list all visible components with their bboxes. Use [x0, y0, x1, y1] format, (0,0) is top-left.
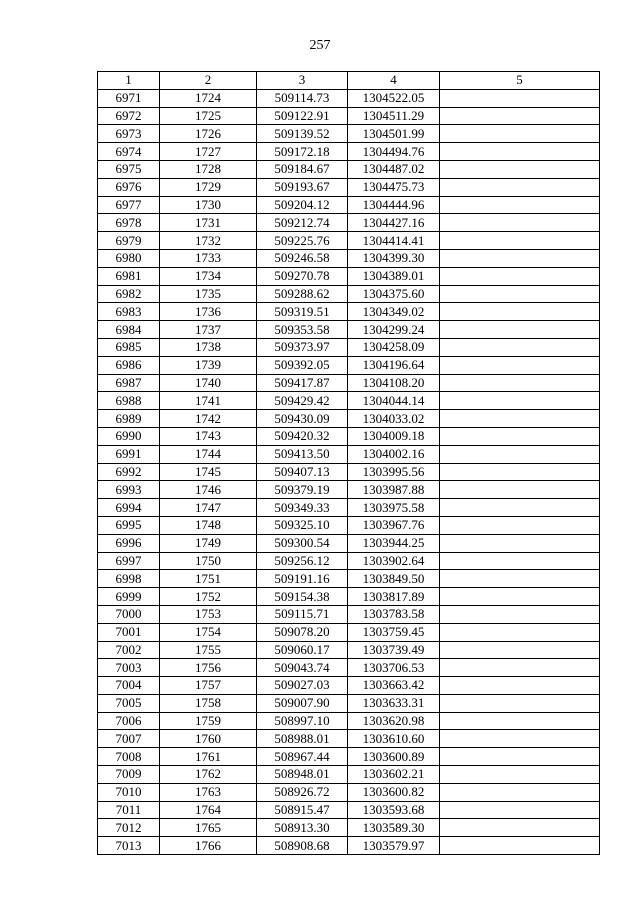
- table-cell: 509172.18: [257, 143, 348, 161]
- table-cell: 1304258.09: [348, 338, 440, 356]
- table-cell: [440, 427, 600, 445]
- table-cell: 6978: [98, 214, 160, 232]
- table-cell: 6987: [98, 374, 160, 392]
- table-cell: 508913.30: [257, 819, 348, 837]
- table-cell: 6986: [98, 356, 160, 374]
- table-cell: [440, 819, 600, 837]
- table-cell: 6990: [98, 427, 160, 445]
- table-cell: 1303602.21: [348, 766, 440, 784]
- table-cell: 509430.09: [257, 410, 348, 428]
- table-cell: 6995: [98, 516, 160, 534]
- table-cell: 1742: [160, 410, 257, 428]
- table-cell: 509373.97: [257, 338, 348, 356]
- table-cell: 7007: [98, 730, 160, 748]
- page-number: 257: [309, 38, 331, 53]
- table-row: [98, 214, 600, 232]
- table-cell: 509417.87: [257, 374, 348, 392]
- table-cell: [440, 214, 600, 232]
- table-cell: 509288.62: [257, 285, 348, 303]
- table-cell: 509114.73: [257, 89, 348, 107]
- table-cell: 1734: [160, 267, 257, 285]
- table-cell: [440, 267, 600, 285]
- table-cell: 6993: [98, 481, 160, 499]
- table-cell: 1304108.20: [348, 374, 440, 392]
- table-cell: 509429.42: [257, 392, 348, 410]
- table-row: [98, 427, 600, 445]
- table-cell: 1303593.68: [348, 801, 440, 819]
- table-row: [98, 285, 600, 303]
- table-cell: 509325.10: [257, 516, 348, 534]
- table-cell: 508948.01: [257, 766, 348, 784]
- table-cell: [440, 499, 600, 517]
- table-cell: 509184.67: [257, 160, 348, 178]
- table-cell: [440, 143, 600, 161]
- table-cell: 509139.52: [257, 125, 348, 143]
- table-row: [98, 837, 600, 855]
- table-cell: 1732: [160, 232, 257, 250]
- table-cell: 6974: [98, 143, 160, 161]
- table-cell: [440, 588, 600, 606]
- table-cell: [440, 107, 600, 125]
- table-row: [98, 445, 600, 463]
- table-row: [98, 641, 600, 659]
- table-cell: 1304196.64: [348, 356, 440, 374]
- table-cell: 1304475.73: [348, 178, 440, 196]
- table-cell: 1304501.99: [348, 125, 440, 143]
- table-cell: 1765: [160, 819, 257, 837]
- table-cell: 1304427.16: [348, 214, 440, 232]
- table-cell: 509115.71: [257, 605, 348, 623]
- table-cell: 6983: [98, 303, 160, 321]
- table-row: [98, 605, 600, 623]
- table-cell: 509007.90: [257, 694, 348, 712]
- table-row: [98, 392, 600, 410]
- table-cell: [440, 801, 600, 819]
- table-cell: [440, 677, 600, 695]
- table-row: [98, 303, 600, 321]
- table-row: [98, 89, 600, 107]
- table-cell: 1753: [160, 605, 257, 623]
- table-cell: 6997: [98, 552, 160, 570]
- table-cell: 1730: [160, 196, 257, 214]
- table-cell: 508997.10: [257, 712, 348, 730]
- table-cell: 6998: [98, 570, 160, 588]
- table-row: [98, 463, 600, 481]
- table-cell: 509043.74: [257, 659, 348, 677]
- table-cell: 509122.91: [257, 107, 348, 125]
- table-cell: 1729: [160, 178, 257, 196]
- table-cell: 1736: [160, 303, 257, 321]
- table-cell: 6977: [98, 196, 160, 214]
- table-cell: 1741: [160, 392, 257, 410]
- table-row: [98, 143, 600, 161]
- table-row: [98, 552, 600, 570]
- table-row: [98, 267, 600, 285]
- table-cell: 7013: [98, 837, 160, 855]
- table-cell: 1304414.41: [348, 232, 440, 250]
- table-row: [98, 694, 600, 712]
- table-cell: 6982: [98, 285, 160, 303]
- table-row: [98, 588, 600, 606]
- table-cell: [440, 766, 600, 784]
- table-cell: [440, 392, 600, 410]
- table-cell: [440, 374, 600, 392]
- table-cell: 1303987.88: [348, 481, 440, 499]
- table-cell: 1751: [160, 570, 257, 588]
- table-cell: 509027.03: [257, 677, 348, 695]
- table-cell: 1304002.16: [348, 445, 440, 463]
- table-row: [98, 374, 600, 392]
- table-cell: 1737: [160, 321, 257, 339]
- table-cell: 1303589.30: [348, 819, 440, 837]
- table-cell: 1759: [160, 712, 257, 730]
- table-cell: 1766: [160, 837, 257, 855]
- table-cell: 1749: [160, 534, 257, 552]
- table-cell: 509392.05: [257, 356, 348, 374]
- table-cell: 7000: [98, 605, 160, 623]
- table-cell: [440, 641, 600, 659]
- table-cell: 6988: [98, 392, 160, 410]
- table-row: [98, 410, 600, 428]
- table-cell: 1303620.98: [348, 712, 440, 730]
- table-cell: 7010: [98, 783, 160, 801]
- table-row: [98, 321, 600, 339]
- table-cell: 1303739.49: [348, 641, 440, 659]
- table-cell: 509270.78: [257, 267, 348, 285]
- table-cell: 7008: [98, 748, 160, 766]
- table-cell: [440, 516, 600, 534]
- table-cell: [440, 694, 600, 712]
- table-cell: [440, 552, 600, 570]
- table-cell: 1304299.24: [348, 321, 440, 339]
- table-cell: [440, 712, 600, 730]
- table-cell: 7011: [98, 801, 160, 819]
- table-cell: 6973: [98, 125, 160, 143]
- table-cell: 6992: [98, 463, 160, 481]
- table-cell: 6989: [98, 410, 160, 428]
- table-cell: 1304009.18: [348, 427, 440, 445]
- table-cell: 509319.51: [257, 303, 348, 321]
- table-cell: 1739: [160, 356, 257, 374]
- table-row: [98, 783, 600, 801]
- table-cell: 6971: [98, 89, 160, 107]
- table-cell: 1303610.60: [348, 730, 440, 748]
- column-header: 2: [160, 72, 257, 90]
- table-cell: [440, 89, 600, 107]
- table-cell: [440, 570, 600, 588]
- table-row: [98, 232, 600, 250]
- table-cell: 1752: [160, 588, 257, 606]
- table-cell: 509060.17: [257, 641, 348, 659]
- table-cell: 1303944.25: [348, 534, 440, 552]
- table-cell: 6976: [98, 178, 160, 196]
- table-cell: 1724: [160, 89, 257, 107]
- table-cell: 508915.47: [257, 801, 348, 819]
- table-cell: [440, 463, 600, 481]
- table-row: [98, 712, 600, 730]
- table-cell: [440, 160, 600, 178]
- table-row: [98, 534, 600, 552]
- table-cell: 1304044.14: [348, 392, 440, 410]
- table-cell: 1303706.53: [348, 659, 440, 677]
- table-cell: 7006: [98, 712, 160, 730]
- table-cell: 1763: [160, 783, 257, 801]
- table-cell: 1740: [160, 374, 257, 392]
- table-cell: [440, 178, 600, 196]
- column-header: 3: [257, 72, 348, 90]
- table-cell: 1303579.97: [348, 837, 440, 855]
- column-header: 5: [440, 72, 600, 90]
- table-cell: 1747: [160, 499, 257, 517]
- table-cell: 1735: [160, 285, 257, 303]
- table-cell: 1304494.76: [348, 143, 440, 161]
- table-cell: 1304522.05: [348, 89, 440, 107]
- table-cell: [440, 285, 600, 303]
- table-cell: [440, 837, 600, 855]
- table-cell: [440, 232, 600, 250]
- table-cell: [440, 196, 600, 214]
- table-cell: 509246.58: [257, 249, 348, 267]
- table-cell: 6975: [98, 160, 160, 178]
- table-cell: 1748: [160, 516, 257, 534]
- table-cell: 7004: [98, 677, 160, 695]
- table-cell: 509349.33: [257, 499, 348, 517]
- table-cell: 1726: [160, 125, 257, 143]
- table-cell: 1725: [160, 107, 257, 125]
- table-row: [98, 338, 600, 356]
- table-row: [98, 677, 600, 695]
- table-cell: 509191.16: [257, 570, 348, 588]
- table-cell: [440, 730, 600, 748]
- table-cell: 509256.12: [257, 552, 348, 570]
- table-cell: 1303902.64: [348, 552, 440, 570]
- table-cell: 1303817.89: [348, 588, 440, 606]
- table-cell: 7003: [98, 659, 160, 677]
- coordinates-table: [97, 71, 600, 855]
- table-cell: 509413.50: [257, 445, 348, 463]
- table-cell: 1304399.30: [348, 249, 440, 267]
- table-cell: 509420.32: [257, 427, 348, 445]
- table-cell: [440, 338, 600, 356]
- table-cell: 1750: [160, 552, 257, 570]
- table-cell: 1303759.45: [348, 623, 440, 641]
- table-cell: 1304487.02: [348, 160, 440, 178]
- table-cell: 1731: [160, 214, 257, 232]
- table-cell: 508988.01: [257, 730, 348, 748]
- table-cell: [440, 410, 600, 428]
- table-cell: [440, 303, 600, 321]
- table-cell: 1304389.01: [348, 267, 440, 285]
- table-cell: 509193.67: [257, 178, 348, 196]
- table-cell: 509078.20: [257, 623, 348, 641]
- table-cell: 509225.76: [257, 232, 348, 250]
- table-cell: [440, 605, 600, 623]
- table-cell: 1758: [160, 694, 257, 712]
- table-cell: 1755: [160, 641, 257, 659]
- table-cell: 6999: [98, 588, 160, 606]
- table-cell: 1304511.29: [348, 107, 440, 125]
- table-row: [98, 623, 600, 641]
- table-cell: 508967.44: [257, 748, 348, 766]
- table-row: [98, 499, 600, 517]
- table-cell: [440, 125, 600, 143]
- table-cell: 6972: [98, 107, 160, 125]
- table-cell: 1761: [160, 748, 257, 766]
- table-row: [98, 249, 600, 267]
- table-row: [98, 125, 600, 143]
- table-cell: 1304349.02: [348, 303, 440, 321]
- table-row: [98, 356, 600, 374]
- table-cell: 1744: [160, 445, 257, 463]
- table-cell: [440, 321, 600, 339]
- table-cell: [440, 445, 600, 463]
- table-cell: 1303995.56: [348, 463, 440, 481]
- table-cell: [440, 623, 600, 641]
- table-cell: 1303663.42: [348, 677, 440, 695]
- table-cell: 1303600.89: [348, 748, 440, 766]
- table-cell: 509407.13: [257, 463, 348, 481]
- table-cell: 509300.54: [257, 534, 348, 552]
- table-cell: [440, 534, 600, 552]
- table-cell: 1745: [160, 463, 257, 481]
- table-body: [98, 89, 600, 854]
- table-row: [98, 481, 600, 499]
- table-row: [98, 730, 600, 748]
- table-row: [98, 107, 600, 125]
- table-row: [98, 516, 600, 534]
- table-cell: 509204.12: [257, 196, 348, 214]
- table-cell: 6984: [98, 321, 160, 339]
- column-header: 4: [348, 72, 440, 90]
- table-cell: 6981: [98, 267, 160, 285]
- table-cell: 6994: [98, 499, 160, 517]
- table-cell: 7005: [98, 694, 160, 712]
- table-cell: 6985: [98, 338, 160, 356]
- table-cell: [440, 783, 600, 801]
- column-header: 1: [98, 72, 160, 90]
- table-cell: 509379.19: [257, 481, 348, 499]
- table-cell: 508908.68: [257, 837, 348, 855]
- table-cell: [440, 748, 600, 766]
- table-cell: 7012: [98, 819, 160, 837]
- table-cell: 1760: [160, 730, 257, 748]
- table-cell: 509154.38: [257, 588, 348, 606]
- table-row: [98, 178, 600, 196]
- table-row: [98, 801, 600, 819]
- table-cell: 1762: [160, 766, 257, 784]
- table-cell: [440, 356, 600, 374]
- table-row: [98, 160, 600, 178]
- table-cell: 1757: [160, 677, 257, 695]
- table-cell: 6996: [98, 534, 160, 552]
- table-cell: 1304444.96: [348, 196, 440, 214]
- table-row: [98, 570, 600, 588]
- table-cell: 1733: [160, 249, 257, 267]
- table-cell: 1756: [160, 659, 257, 677]
- table-cell: 1303633.31: [348, 694, 440, 712]
- table-cell: 1303975.58: [348, 499, 440, 517]
- table-row: [98, 819, 600, 837]
- table-cell: [440, 659, 600, 677]
- table-cell: 1746: [160, 481, 257, 499]
- table-cell: 6991: [98, 445, 160, 463]
- table-cell: 1728: [160, 160, 257, 178]
- table-cell: 508926.72: [257, 783, 348, 801]
- table-row: [98, 766, 600, 784]
- table-cell: 1764: [160, 801, 257, 819]
- table-row: [98, 659, 600, 677]
- table-cell: 509212.74: [257, 214, 348, 232]
- table-header-row: [98, 72, 600, 90]
- table-cell: 7009: [98, 766, 160, 784]
- table-cell: 1754: [160, 623, 257, 641]
- table-cell: 6980: [98, 249, 160, 267]
- table-cell: 7001: [98, 623, 160, 641]
- table-cell: 7002: [98, 641, 160, 659]
- table-cell: [440, 481, 600, 499]
- table-row: [98, 196, 600, 214]
- table-cell: 1738: [160, 338, 257, 356]
- table-cell: [440, 249, 600, 267]
- table-cell: 1304033.02: [348, 410, 440, 428]
- table-row: [98, 748, 600, 766]
- table-cell: 1727: [160, 143, 257, 161]
- table-cell: 1303967.76: [348, 516, 440, 534]
- table-cell: 1304375.60: [348, 285, 440, 303]
- table-cell: 509353.58: [257, 321, 348, 339]
- table-cell: 1303849.50: [348, 570, 440, 588]
- table-cell: 1303783.58: [348, 605, 440, 623]
- table-cell: 1743: [160, 427, 257, 445]
- table-cell: 1303600.82: [348, 783, 440, 801]
- table-cell: 6979: [98, 232, 160, 250]
